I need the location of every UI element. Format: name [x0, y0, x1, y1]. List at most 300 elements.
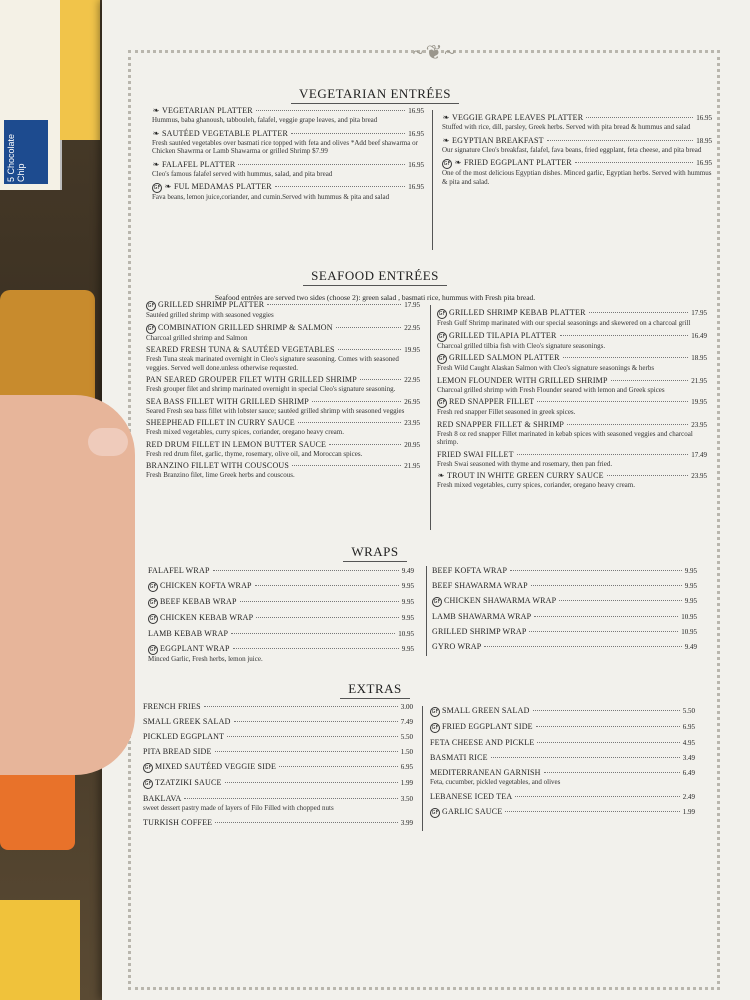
menu-item: [430, 706, 695, 717]
gluten-free-icon: GF: [431, 709, 439, 715]
menu-item-row: [432, 612, 697, 622]
menu-item-name: LAMB SHAWARMA WRAP: [432, 612, 532, 621]
menu-item-description: Fresh red snapper Fillet seasoned in greek spices.: [437, 408, 576, 416]
menu-item-price: 23.95: [404, 419, 420, 427]
wraps-left-column: [148, 566, 414, 669]
menu-item-price: 5.50: [400, 733, 413, 741]
menu-item-price: 6.49: [682, 769, 695, 777]
dot-leader: [589, 311, 689, 313]
dot-leader: [238, 163, 405, 165]
menu-item-price: 16.95: [408, 183, 424, 191]
menu-item: [432, 612, 697, 622]
leaf-icon: ❧: [442, 135, 450, 145]
menu-item-name: BAKLAVA: [143, 794, 182, 803]
menu-item-row: [432, 596, 697, 607]
menu-item-price: 9.95: [401, 645, 414, 653]
menu-item-name: FETA CHEESE AND PICKLE: [430, 738, 535, 747]
menu-item-row: [143, 702, 413, 712]
menu-item-price: 18.95: [691, 354, 707, 362]
dot-leader: [234, 720, 398, 722]
dot-leader: [336, 326, 402, 328]
menu-item-price: 16.95: [408, 160, 424, 169]
gluten-free-icon: GF: [438, 311, 446, 317]
menu-item-description: sweet dessert pastry made of layers of Filo Filled with chopped nuts: [143, 804, 334, 812]
menu-item-price: 16.49: [691, 331, 707, 340]
menu-item: [146, 375, 420, 394]
menu-item: [430, 753, 695, 763]
menu-item-row: [430, 768, 695, 778]
dot-leader: [291, 132, 405, 134]
menu-item-price: 9.95: [401, 582, 414, 590]
leaf-icon: ❧: [164, 182, 172, 191]
dot-leader: [184, 797, 397, 799]
menu-item-row: [143, 818, 413, 828]
menu-item-description: Fresh Gulf Shrimp marinated with our special seasonings and skewered on a charcoal grill: [437, 319, 691, 327]
menu-item: [437, 471, 707, 490]
vegetarian-left-column: [152, 106, 424, 206]
menu-item-name: TZATZIKI SAUCE: [155, 778, 222, 787]
menu-item-name: SHEEPHEAD FILLET IN CURRY SAUCE: [146, 418, 295, 427]
yellow-chip-bag: [0, 900, 80, 1000]
menu-item: [430, 792, 695, 802]
dot-leader: [267, 303, 401, 305]
menu-item-price: 20.95: [404, 440, 420, 449]
dot-leader: [537, 741, 679, 743]
menu-item-row: [146, 375, 420, 385]
dot-leader: [215, 821, 397, 823]
menu-item-price: 9.95: [684, 582, 697, 590]
menu-item-name: SEA BASS FILLET WITH GRILLED SHRIMP: [146, 396, 309, 406]
menu-item-description: Cleo's famous falafel served with hummus, salad, and pita bread: [152, 169, 333, 178]
menu-item-row: [146, 461, 420, 471]
dot-leader: [240, 600, 399, 602]
menu-item-row: [430, 706, 695, 717]
menu-item-description: Fresh grouper filet and shrimp marinated overnight in special Cleo's signature seasoning.: [146, 385, 396, 393]
menu-item-price: 3.49: [682, 754, 695, 762]
gluten-free-icon: GF: [149, 647, 157, 653]
menu-item: [442, 136, 712, 155]
dot-leader: [256, 109, 406, 111]
menu-item-row: [152, 106, 424, 116]
menu-item: [437, 450, 707, 469]
menu-item-name: LAMB KEBAB WRAP: [148, 629, 229, 638]
menu-item-name: BASMATI RICE: [430, 753, 488, 762]
menu-item-description: Our signature Cleo's breakfast, falafel, fava beans, fried eggplant, feta cheese, and pita bread: [442, 145, 702, 154]
menu-item-price: 9.49: [401, 567, 414, 575]
menu-item-price: 17.95: [404, 301, 420, 309]
menu-item-description: Fresh red drum filet, garlic, thyme, rosemary, olive oil, and Moroccan spices.: [146, 449, 363, 458]
gluten-free-icon: GF: [149, 616, 157, 622]
menu-item-name: FRIED SWAI FILLET: [437, 449, 514, 459]
gluten-free-icon: GF: [144, 765, 152, 771]
dot-leader: [510, 569, 682, 571]
menu-item-price: 23.95: [691, 472, 707, 480]
menu-item-price: 10.95: [681, 628, 697, 636]
menu-item-name: CHICKEN KEBAB WRAP: [160, 613, 254, 622]
menu-item: [148, 644, 414, 664]
gluten-free-icon: GF: [433, 599, 441, 605]
column-divider: [426, 566, 427, 656]
menu-item: [143, 717, 413, 727]
menu-item-row: [437, 450, 707, 460]
menu-item-name: SMALL GREEK SALAD: [143, 717, 231, 726]
menu-item-name: COMBINATION GRILLED SHRIMP & SALMON: [158, 322, 333, 332]
menu-item-price: 10.95: [398, 630, 414, 638]
menu-item-name: LEMON FLOUNDER WITH GRILLED SHRIMP: [437, 375, 608, 385]
menu-item: [437, 308, 707, 328]
ornament-flourish: ~❦~: [412, 42, 458, 64]
menu-item: [152, 129, 424, 156]
menu-item-price: 9.95: [684, 597, 697, 605]
menu-item-price: 17.95: [691, 309, 707, 317]
dot-leader: [515, 795, 679, 797]
wraps-right-column: [432, 566, 697, 657]
menu-item: [430, 738, 695, 748]
menu-item-price: 1.50: [400, 748, 413, 756]
extras-heading: EXTRAS: [0, 681, 750, 699]
menu-item-row: [437, 397, 707, 408]
menu-item-description: Charcoal grilled shrimp and Salmon: [146, 333, 248, 342]
menu-item-name: BEEF KOFTA WRAP: [432, 566, 508, 575]
gluten-free-icon: GF: [153, 185, 161, 191]
menu-item-row: [152, 182, 424, 193]
menu-item-name: FRENCH FRIES: [143, 702, 201, 711]
menu-item-name: GRILLED SHRIMP KEBAB PLATTER: [449, 308, 586, 317]
dot-leader: [491, 756, 680, 758]
menu-item-price: 5.50: [682, 707, 695, 715]
dot-leader: [227, 735, 398, 737]
menu-item-row: [152, 129, 424, 139]
dot-leader: [560, 334, 689, 336]
vegetarian-heading: VEGETARIAN ENTRÉES: [0, 86, 750, 104]
menu-item: [437, 376, 707, 395]
gluten-free-icon: GF: [438, 333, 446, 340]
menu-item-row: [432, 566, 697, 576]
menu-item-row: [143, 794, 413, 804]
menu-item-name: FRIED EGGPLANT PLATTER: [464, 158, 572, 167]
menu-item-name: SAUTÉED VEGETABLE PLATTER: [162, 128, 288, 138]
menu-item: [146, 345, 420, 372]
menu-item-row: [430, 753, 695, 763]
gluten-free-icon: GF: [438, 400, 446, 406]
column-divider: [422, 706, 423, 831]
menu-item-price: 21.95: [691, 376, 707, 385]
menu-item-row: [430, 792, 695, 802]
extras-right-column: [430, 706, 695, 823]
menu-item-name: PITA BREAD SIDE: [143, 747, 212, 756]
menu-item-name: GRILLED SALMON PLATTER: [449, 353, 560, 362]
menu-item: [442, 158, 712, 186]
menu-item-price: 16.95: [408, 129, 424, 138]
menu-item: [437, 397, 707, 417]
menu-item-description: Charcoal grilled tilbia fish with Cleo's signature seasonings.: [437, 341, 606, 350]
column-divider: [430, 305, 431, 530]
gluten-free-icon: GF: [147, 303, 155, 309]
seafood-note: Seafood entrées are served two sides (choose 2): green salad , basmati rice, hummus with Fresh pita bread.: [214, 293, 536, 302]
menu-item: [430, 807, 695, 818]
menu-item-name: FALAFEL WRAP: [148, 566, 210, 575]
dot-leader: [213, 569, 399, 571]
dot-leader: [563, 356, 689, 358]
dot-leader: [231, 632, 395, 634]
menu-item-name: GARLIC SAUCE: [442, 806, 503, 816]
extras-left-column: [143, 702, 413, 833]
menu-item: [432, 566, 697, 576]
menu-item-price: 17.49: [691, 450, 707, 459]
menu-item-name: GYRO WRAP: [432, 642, 482, 651]
menu-item-description: Hummus, baba ghanoush, tabbouleh, falafel, veggie grape leaves, and pita bread: [152, 116, 378, 124]
menu-item-name: SEARED FRESH TUNA & SAUTÉED VEGETABLES: [146, 345, 335, 354]
menu-item-price: 6.95: [400, 763, 413, 771]
menu-item-row: [432, 627, 697, 637]
menu-item-name: PICKLED EGGPLANT: [143, 732, 225, 741]
dot-leader: [547, 139, 694, 141]
dot-leader: [534, 615, 678, 617]
leaf-icon: ❧: [442, 113, 450, 122]
menu-item-name: LEBANESE ICED TEA: [430, 791, 513, 801]
leaf-icon: ❧: [152, 159, 160, 169]
menu-item: [146, 461, 420, 480]
menu-item-row: [437, 376, 707, 386]
menu-item-row: [148, 644, 414, 655]
gluten-free-icon: GF: [443, 161, 451, 167]
menu-item-name: FRIED EGGPLANT SIDE: [442, 722, 533, 731]
menu-item-row: [143, 778, 413, 789]
menu-item-name: GRILLED SHRIMP PLATTER: [158, 300, 265, 309]
menu-item: [148, 613, 414, 624]
menu-item: [143, 747, 413, 757]
leaf-icon: ❧: [152, 106, 160, 115]
menu-item-price: 3.99: [400, 818, 413, 827]
menu-item-name: PAN SEARED GROUPER FILET WITH GRILLED SHRIMP: [146, 375, 357, 384]
dot-leader: [567, 423, 688, 425]
menu-item-name: TROUT IN WHITE GREEN CURRY SAUCE: [447, 471, 604, 480]
leaf-icon: ❧: [152, 128, 160, 138]
menu-item: [152, 182, 424, 202]
seafood-left-column: [146, 300, 420, 483]
menu-item-description: Fava beans, lemon juice,coriander, and cumin.Served with hummus & pita and salad: [152, 193, 390, 201]
dot-leader: [537, 400, 688, 402]
menu-item: [430, 722, 695, 733]
menu-item-name: VEGETARIAN PLATTER: [162, 106, 253, 115]
menu-item-row: [437, 331, 707, 342]
menu-item-description: Minced Garlic, Fresh herbs, lemon juice.: [148, 655, 263, 663]
dot-leader: [575, 161, 693, 163]
menu-item: [430, 768, 695, 787]
dot-leader: [586, 116, 693, 118]
menu-item-name: BEEF SHAWARMA WRAP: [432, 581, 528, 590]
menu-item: [143, 818, 413, 828]
menu-item-price: 19.95: [404, 346, 420, 354]
dot-leader: [329, 443, 401, 445]
menu-item-price: 9.95: [401, 598, 414, 606]
menu-item-row: [143, 732, 413, 742]
menu-item-row: [148, 629, 414, 639]
menu-item-row: [430, 722, 695, 733]
vegetarian-right-column: [442, 113, 712, 190]
menu-item-row: [148, 613, 414, 624]
menu-item-row: [146, 300, 420, 311]
menu-item-row: [437, 420, 707, 430]
menu-item-price: 26.95: [404, 397, 420, 406]
menu-item: [146, 418, 420, 437]
thumbnail: [88, 428, 128, 456]
dot-leader: [544, 771, 680, 773]
dot-leader: [611, 379, 689, 381]
cookie-box-label: 5 Chocolate Chip: [4, 120, 48, 184]
menu-item-name: BEEF KEBAB WRAP: [160, 597, 237, 606]
menu-item: [143, 702, 413, 712]
menu-item: [432, 642, 697, 652]
menu-item-price: 3.00: [400, 703, 413, 711]
menu-item: [146, 440, 420, 459]
dot-leader: [298, 421, 401, 423]
wraps-heading: WRAPS: [0, 544, 750, 562]
dot-leader: [292, 464, 401, 466]
menu-item-name: MIXED SAUTÉED VEGGIE SIDE: [155, 762, 277, 771]
menu-item-name: FUL MEDAMAS PLATTER: [174, 182, 272, 191]
menu-item: [437, 420, 707, 447]
menu-item: [442, 113, 712, 132]
menu-item-description: Fresh Swai seasoned with thyme and rosemary, then pan fried.: [437, 459, 613, 468]
gluten-free-icon: GF: [149, 600, 157, 606]
menu-item: [148, 581, 414, 592]
menu-item-row: [146, 440, 420, 450]
menu-item-name: GRILLED TILAPIA PLATTER: [449, 330, 557, 340]
seafood-right-column: [437, 308, 707, 493]
menu-item-row: [430, 738, 695, 748]
seafood-heading: SEAFOOD ENTRÉES: [0, 268, 750, 286]
menu-item-price: 1.99: [682, 807, 695, 816]
menu-item: [437, 331, 707, 351]
menu-item-description: Fresh Tuna steak marinated overnight in Cleo's signature seasoning. Comes with seasoned veggies. Served well done.unless otherwise requested.: [146, 355, 399, 372]
dot-leader: [225, 781, 398, 783]
dot-leader: [256, 616, 399, 618]
menu-item-name: BRANZINO FILLET WITH COUSCOUS: [146, 461, 290, 470]
menu-item: [432, 627, 697, 637]
menu-item-name: MEDITERRANEAN GARNISH: [430, 768, 541, 777]
menu-item-name: FALAFEL PLATTER: [162, 159, 236, 169]
menu-item-row: [430, 807, 695, 818]
menu-item-row: [146, 323, 420, 334]
menu-item-price: 9.49: [684, 643, 697, 651]
menu-item-row: [442, 113, 712, 123]
dot-leader: [517, 453, 689, 455]
menu-item-description: Fresh mixed vegetables, curry spices, coriander, oregano heavy cream.: [146, 428, 344, 436]
menu-item-description: Fresh mixed vegetables, curry spices, coriander, oregano heavy cream.: [437, 481, 635, 489]
menu-item-description: Sautéed grilled shrimp with seasoned veggies: [146, 311, 274, 319]
menu-item-description: Stuffed with rice, dill, parsley, Greek herbs. Served with pita bread & hummus and salad: [442, 123, 691, 131]
menu-item-price: 10.95: [681, 613, 697, 621]
menu-item-description: One of the most delicious Egyptian dishes. Minced garlic, Egyptian herbs. Served with hummus & pita and salad.: [442, 169, 712, 186]
leaf-icon: ❧: [437, 471, 445, 480]
menu-item-row: [432, 581, 697, 591]
menu-item-price: 22.95: [404, 376, 420, 384]
column-divider: [432, 110, 433, 250]
gluten-free-icon: GF: [438, 356, 446, 362]
menu-item: [148, 597, 414, 608]
menu-item: [146, 397, 420, 416]
menu-item-row: [152, 160, 424, 170]
menu-item: [437, 353, 707, 373]
menu-item: [148, 566, 414, 576]
menu-item-row: [143, 747, 413, 757]
dot-leader: [233, 647, 399, 649]
gluten-free-icon: GF: [431, 725, 439, 731]
menu-item-name: GRILLED SHRIMP WRAP: [432, 627, 527, 636]
menu-item-description: Fresh Branzino filet, lime Greek herbs and couscous.: [146, 471, 295, 479]
menu-item: [148, 629, 414, 639]
menu-item-price: 16.95: [696, 159, 712, 167]
menu-item: [146, 323, 420, 343]
menu-item-name: EGGPLANT WRAP: [160, 644, 230, 653]
menu-item-row: [432, 642, 697, 652]
dot-leader: [204, 705, 398, 707]
dot-leader: [529, 630, 678, 632]
menu-item-row: [437, 308, 707, 319]
menu-item: [146, 300, 420, 320]
menu-item-row: [148, 581, 414, 592]
menu-item-price: 4.95: [682, 739, 695, 747]
menu-item-name: CHICKEN SHAWARMA WRAP: [444, 596, 557, 605]
menu-item-name: CHICKEN KOFTA WRAP: [160, 581, 252, 590]
menu-item: [143, 732, 413, 742]
menu-item-name: TURKISH COFFEE: [143, 817, 213, 827]
menu-item-row: [148, 566, 414, 576]
dot-leader: [279, 765, 398, 767]
menu-item-name: RED SNAPPER FILLET: [449, 397, 535, 406]
gluten-free-icon: GF: [144, 781, 152, 787]
menu-item-name: VEGGIE GRAPE LEAVES PLATTER: [452, 113, 584, 122]
menu-item-description: Seared Fresh sea bass fillet with lobster sauce; sautéed grilled shrimp with seasoned veggies: [146, 406, 405, 415]
dot-leader: [533, 709, 680, 711]
dot-leader: [559, 599, 681, 601]
menu-item-name: RED DRUM FILLET IN LEMON BUTTER SAUCE: [146, 439, 327, 449]
menu-item-name: RED SNAPPER FILLET & SHRIMP: [437, 419, 565, 429]
menu-item-row: [143, 717, 413, 727]
menu-item: [143, 762, 413, 773]
dot-leader: [607, 474, 689, 476]
menu-item: [432, 596, 697, 607]
menu-item-price: 22.95: [404, 323, 420, 332]
menu-item-price: 16.95: [408, 107, 424, 115]
dot-leader: [360, 378, 401, 380]
menu-item-name: SMALL GREEN SALAD: [442, 706, 530, 715]
menu-item-description: Fresh Wild Caught Alaskan Salmon with Cleo's signature seasonings & herbs: [437, 364, 655, 372]
menu-item-row: [146, 418, 420, 428]
menu-item-price: 7.49: [400, 718, 413, 726]
gluten-free-icon: GF: [149, 584, 157, 590]
menu-item-description: Charcoal grilled shrimp with Fresh Flounder seared with lemon and Greek spices: [437, 385, 665, 394]
menu-item-price: 21.95: [404, 462, 420, 470]
menu-item: [152, 160, 424, 179]
dot-leader: [275, 185, 406, 187]
menu-item-price: 2.49: [682, 792, 695, 801]
menu-item-row: [143, 762, 413, 773]
menu-item: [143, 778, 413, 789]
dot-leader: [312, 400, 401, 402]
dot-leader: [536, 725, 680, 727]
menu-item-row: [146, 397, 420, 407]
menu-item-price: 9.95: [401, 614, 414, 622]
menu-item: [143, 794, 413, 813]
menu-item: [152, 106, 424, 125]
gluten-free-icon: GF: [431, 809, 439, 816]
dot-leader: [255, 584, 399, 586]
menu-item-row: [442, 136, 712, 146]
menu-item-price: 16.95: [696, 114, 712, 122]
menu-item-name: EGYPTIAN BREAKFAST: [452, 135, 544, 145]
